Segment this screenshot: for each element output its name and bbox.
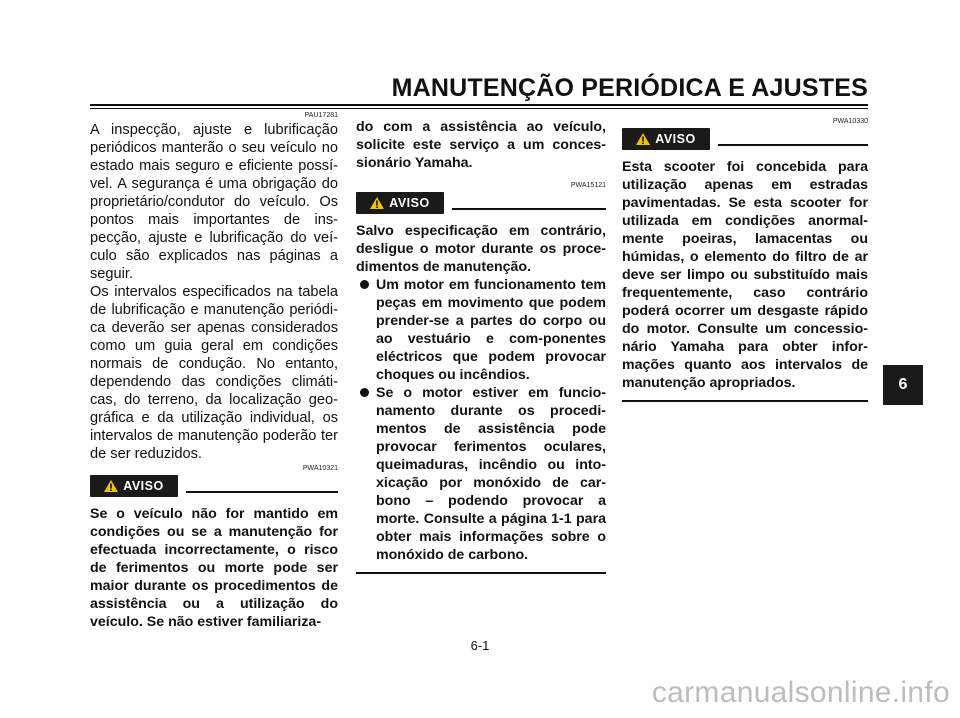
bullet-text: Se o motor estiver em funcio-namento durante os procedi-mentos de assistência pode provocar ferimentos oculares, queimaduras, incêndio ou into-xicação por monóxido de car-bono – podendo provocar a morte. Consulte a página 1-1 para obter mais informações sobre o monóxido de carbono.: [376, 385, 606, 563]
aviso-badge: [622, 128, 710, 150]
list-item: [356, 276, 606, 384]
chapter-tab: 6: [883, 365, 923, 405]
column-3: [622, 112, 868, 402]
warning-text: Se o veículo não for mantido em condições ou se a manutenção for efectuada incorrectamente, o risco de ferimentos ou morte pode ser maior durante os procedimentos de assistência ou a utilização do veículo. Se não estiver familiariza-: [90, 506, 338, 630]
aviso-badge: [90, 475, 178, 497]
header-rule-thin: [90, 108, 868, 109]
header-rule-thick: [90, 104, 868, 106]
warning-triangle-icon: [104, 480, 118, 492]
section-code: PAU17281: [304, 112, 338, 119]
warning-continuation: do com a assistência ao veículo, solicite este serviço a um conces-sionário Yamaha.: [356, 119, 606, 171]
warning-triangle-icon: [370, 197, 384, 209]
warning-bullet-list: [356, 276, 606, 564]
warning-code: PWA15121: [570, 182, 606, 189]
warning-header: [622, 128, 868, 150]
aviso-label: AVISO: [655, 132, 696, 146]
bullet-text: Um motor em funcionamento tem peças em movimento que podem prender-se a partes do corpo ou ao vestuário e com-ponentes eléctricos que podem provocar choques ou incêndios.: [376, 277, 606, 383]
page-title: MANUTENÇÃO PERIÓDICA E AJUSTES: [391, 74, 868, 102]
warning-triangle-icon: [636, 133, 650, 145]
bullet-dot-icon: [360, 388, 369, 397]
page-number: 6-1: [470, 638, 490, 653]
column-2: [356, 112, 606, 574]
warning-rule: [186, 491, 338, 493]
aviso-label: AVISO: [389, 196, 430, 210]
warning-intro: Salvo especificação em contrário, desligue o motor durante os proce-dimentos de manutenção.: [356, 223, 606, 275]
warning-header: [356, 192, 606, 214]
warning-rule: [452, 208, 606, 210]
aviso-label: AVISO: [123, 479, 164, 493]
list-item: [356, 384, 606, 564]
warning-rule: [718, 144, 868, 146]
aviso-badge: [356, 192, 444, 214]
bullet-dot-icon: [360, 280, 369, 289]
watermark: carmanualsonline.info: [651, 676, 950, 709]
warning-end-rule: [356, 572, 606, 574]
intro-paragraph: A inspecção, ajuste e lubrificação periódicos manterão o seu veículo no estado mais seguro e eficiente possí-vel. A segurança é uma obrigação do proprietário/condutor do veículo. Os pontos mais importantes de ins-pecção, ajuste e lubrificação do veí-culo são explicados nas páginas a seguir.: [90, 122, 338, 282]
warning-header: [90, 475, 338, 497]
warning-code: PWA10330: [832, 118, 868, 125]
column-1: [90, 112, 338, 631]
warning-code: PWA10321: [302, 465, 338, 472]
intervals-paragraph: Os intervalos especificados na tabela de lubrificação e manutenção periódi-ca deverão ser apenas considerados como um guia geral em condições normais de condução. No entanto, dependendo das condições climáti-cas, do terreno, da localização geo-gráfica e da utilização individual, os intervalos de manutenção poderão ter de ser reduzidos.: [90, 284, 338, 462]
warning-end-rule: [622, 400, 868, 402]
warning-text: Esta scooter foi concebida para utilização apenas em estradas pavimentadas. Se esta scooter for utilizada em condições anormal-mente poeiras, lamacentas ou húmidas, o elemento do filtro de ar deve ser limpo ou substituído mais frequentemente, caso contrário poderá ocorrer um desgaste rápido do motor. Consulte um concessio-nário Yamaha para obter infor-mações quanto aos intervalos de manutenção apropriados.: [622, 159, 868, 391]
